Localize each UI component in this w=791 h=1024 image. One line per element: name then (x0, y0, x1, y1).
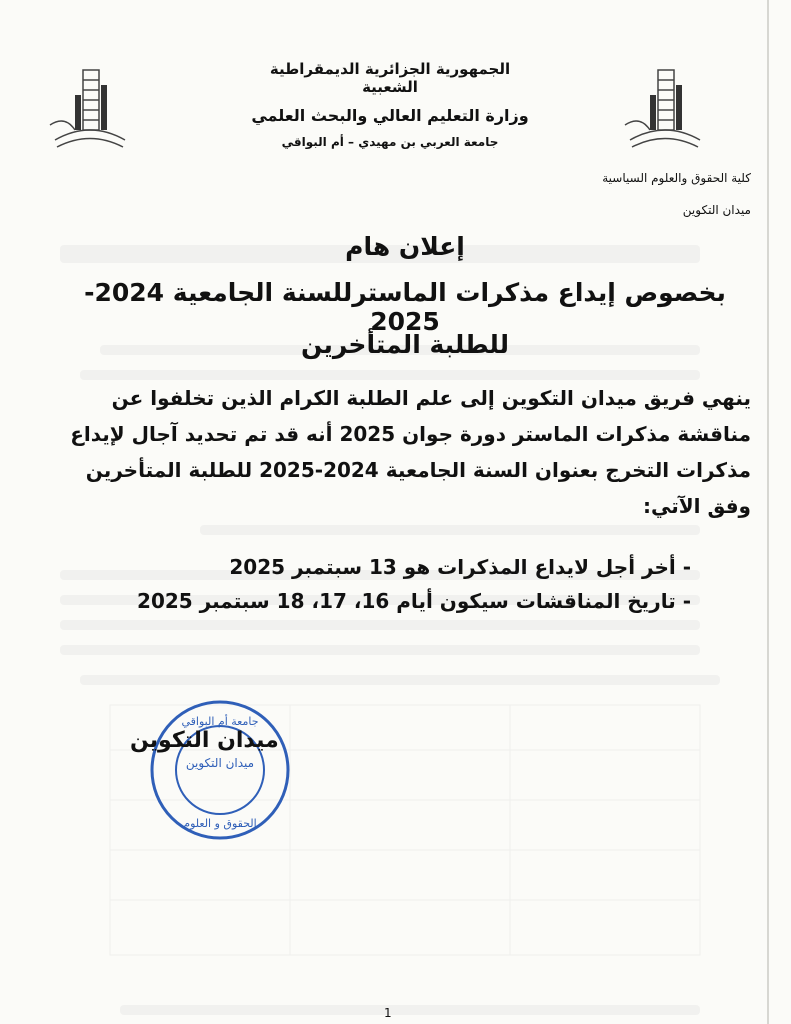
stamp-outer-text: جامعة أم البواقي (181, 715, 259, 728)
letterhead (240, 60, 540, 149)
university-logo-right (620, 65, 710, 160)
announcement-body (51, 380, 751, 524)
signature: ميدان التكوين (130, 728, 279, 753)
page-edge (767, 0, 769, 1024)
stamp-lower-text: الحقوق و العلوم (183, 817, 257, 830)
page-number: 1 (384, 1006, 392, 1020)
university-name: جامعة العربي بن مهيدي – أم البواقي (281, 135, 499, 149)
faculty-block (602, 162, 751, 226)
announcement-audience: للطلبة المتأخرين (301, 330, 509, 359)
stamp-inner-text: ميدان التكوين (185, 756, 255, 770)
official-stamp (145, 695, 295, 845)
faculty-name: كلية الحقوق والعلوم السياسية (602, 171, 751, 185)
department-name: ميدان التكوين (682, 203, 751, 217)
republic-name: الجمهورية الجزائرية الديمقراطية الشعبية (269, 60, 511, 96)
list-item: - تاريخ المناقشات سيكون أيام 16، 17، 18 سبتمبر 2025 (91, 584, 691, 618)
body-paragraph: ينهي فريق ميدان التكوين إلى علم الطلبة الكرام الذين تخلفوا عن مناقشة مذكرات الماستر دورة جوان 2025 أنه قد تم تحديد آجال لإيداع مذكرات التخرج بعنوان السنة الجامعية 2024-2025 للطلبة المتأخرين وفق الآتي: (70, 386, 751, 518)
announcement-subject: بخصوص إيداع مذكرات الماسترللسنة الجامعية 2024-2025 (84, 278, 726, 336)
ministry-name: وزارة التعليم العالي والبحث العلمي (251, 106, 529, 125)
deadline-list (91, 550, 691, 618)
list-item: - أخر أجل لايداع المذكرات هو 13 سبتمبر 2025 (91, 550, 691, 584)
announcement-title: إعلان هام (345, 232, 465, 261)
university-logo-left (45, 65, 135, 160)
